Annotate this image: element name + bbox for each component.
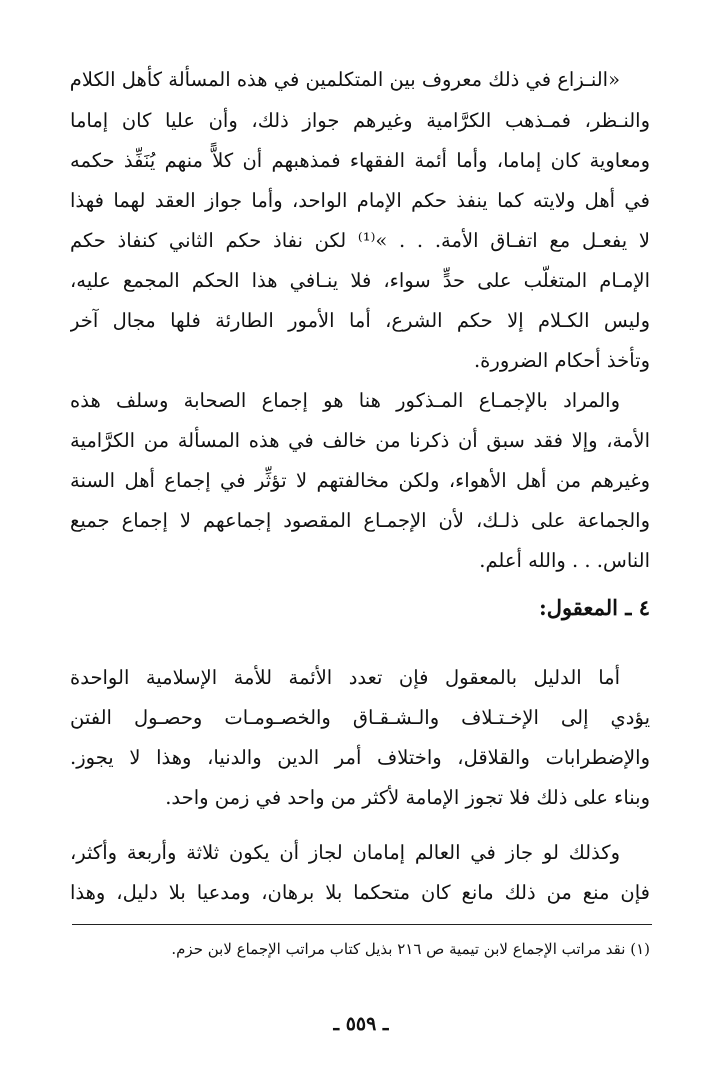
footnote-divider (72, 924, 652, 925)
paragraph1-line-3: ومعاوية كان إماما، وأما أئمة الفقهاء فمذهبهم أن كلاًّ منهم يُنَفِّذ حكمه (70, 149, 650, 172)
paragraph1-line-7: وليس الكـلام إلا حكم الشرع، أما الأمور الطارئة فلها مجال آخر (70, 309, 650, 332)
paragraph1-line-1: «النـزاع في ذلك معروف بين المتكلمين في هذه المسألة كأهل الكلام (70, 68, 620, 91)
paragraph4-line-1: وكذلك لو جاز في العالم إمامان لجاز أن يكون ثلاثة وأربعة وأكثر، (70, 841, 620, 864)
paragraph1-line-4: في أهل ولايته كما ينفذ حكم الإمام الواحد، وأما جواز العقد لهما فهذا (70, 189, 650, 212)
paragraph2-line-2: الأمة، وإلا فقد سبق أن ذكرنا من خالف في هذه المسألة من الكرَّامية (70, 429, 650, 452)
footnote: (١) نقد مراتب الإجماع لابن تيمية ص ٢١٦ بذيل كتاب مراتب الإجماع لابن حزم. (171, 940, 650, 958)
paragraph3-line-2: يؤدي إلى الإخـتـلاف والـشـقـاق والخصـومـات وحصـول الفتن (70, 706, 650, 729)
page-number: ـ ٥٥٩ ـ (333, 1013, 389, 1035)
paragraph2-line-1: والمراد بالإجمـاع المـذكور هنا هو إجماع الصحابة وسلف هذه (70, 389, 620, 412)
paragraph3-line-4: وبناء على ذلك فلا تجوز الإمامة لأكثر من واحد في زمن واحد. (165, 786, 650, 809)
paragraph2-line-4: والجماعة على ذلـك، لأن الإجمـاع المقصود إجماعهم لا إجماع جميع (70, 509, 650, 532)
section-heading: ٤ ـ المعقول: (538, 595, 650, 620)
paragraph1-line-2: والنـظر، فمـذهب الكرَّامية وغيرهم جواز ذلك، وأن عليا كان إماما (70, 109, 650, 132)
paragraph1-line-5: لا يفعـل مع اتفـاق الأمة. . . »⁽¹⁾ لكن نفاذ حكم الثاني كنفاذ حكم (70, 229, 650, 252)
paragraph1-line-8: وتأخذ أحكام الضرورة. (473, 349, 650, 372)
paragraph2-line-5: الناس. . . والله أعلم. (479, 549, 650, 572)
paragraph1-line-6: الإمـام المتغلّب على حدٍّ سواء، فلا ينـافي هذا الحكم المجمع عليه، (70, 269, 650, 292)
paragraph2-line-3: وغيرهم من أهل الأهواء، ولكن مخالفتهم لا تؤثِّر في إجماع أهل السنة (70, 469, 650, 492)
paragraph4-line-2: فإن منع من ذلك مانع كان متحكما بلا برهان، ومدعيا بلا دليل، وهذا (70, 881, 650, 904)
paragraph3-line-1: أما الدليل بالمعقول فإن تعدد الأئمة للأمة الإسلامية الواحدة (70, 666, 620, 689)
paragraph3-line-3: والإضطرابات والقلاقل، واختلاف أمر الدين والدنيا، وهذا لا يجوز. (70, 746, 650, 769)
